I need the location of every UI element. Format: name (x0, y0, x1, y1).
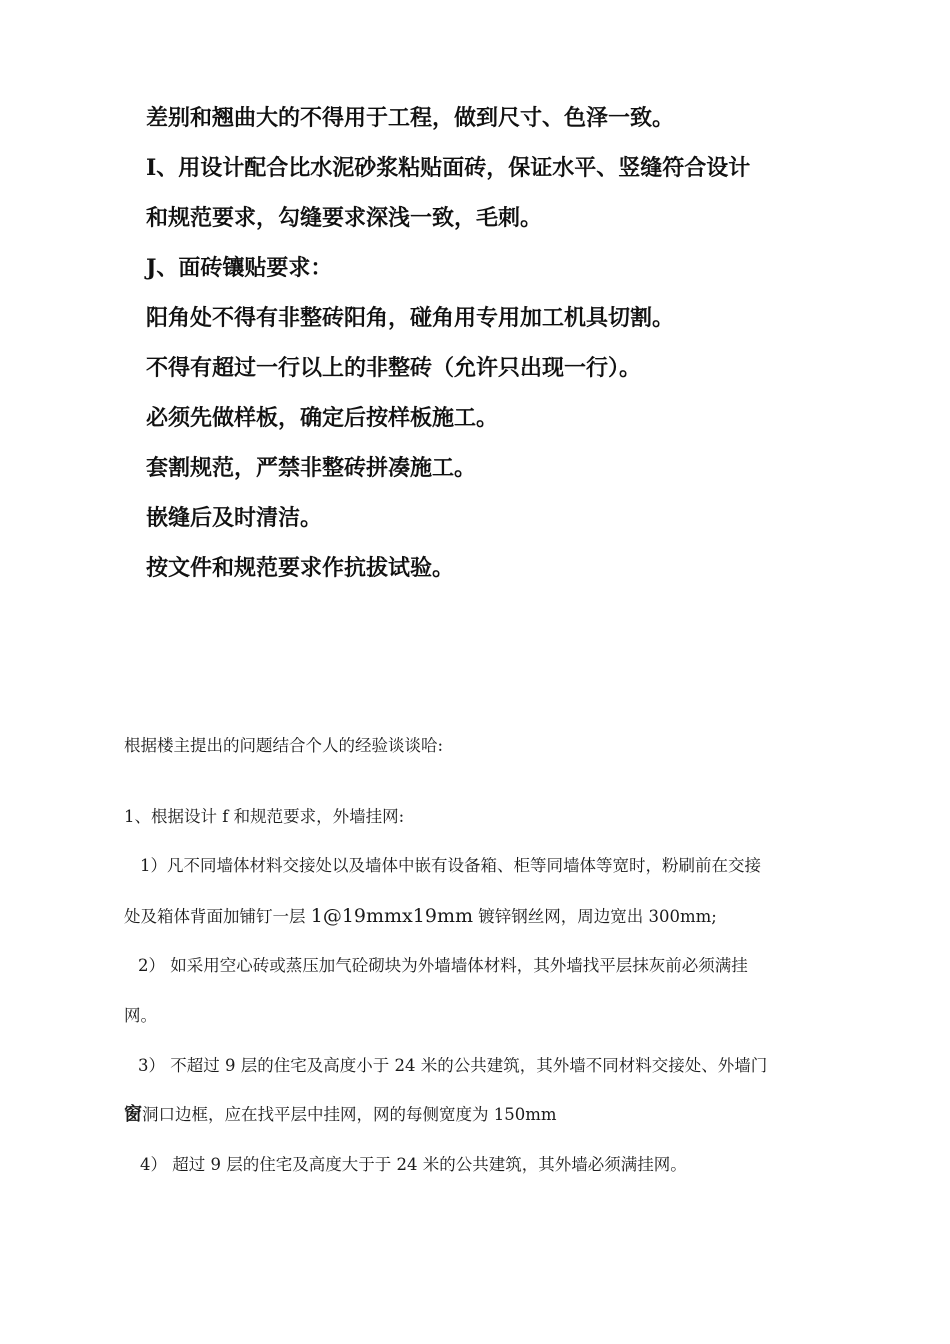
text-line-7: 必须先做样板，确定后按样板施工。 (146, 405, 499, 431)
item1-sub4-line1: 4） 超过 9 层的住宅及高度大于于 24 米的公共建筑，其外墙必须满挂网。 (140, 1155, 687, 1174)
text-line-3: 和规范要求，勾缝要求深浅一致，毛刺。 (146, 205, 543, 231)
item1-sub1-line2-part-c: 镀锌钢丝网，周边宽出 300mm; (472, 907, 717, 926)
item1-sub1-line2 (124, 907, 717, 926)
item1-sub1-line2-part-a: 处及箱体背面加铺钉一层 (124, 907, 311, 926)
text-line-2: I、用设计配合比水泥砂浆粘贴面砖，保证水平、竖缝符合设计 (146, 155, 751, 181)
text-line-4: J、面砖镶贴要求： (146, 255, 333, 281)
item1-sub3-line2-part-a: 窗 (124, 1104, 142, 1125)
item1-sub3-line2-part-b: 洞口边框，应在找平层中挂网，网的每侧宽度为 150mm (142, 1105, 557, 1124)
text-line-1: 差别和翘曲大的不得用于工程，做到尺寸、色泽一致。 (146, 105, 675, 131)
text-line-6: 不得有超过一行以上的非整砖（允许只出现一行）。 (146, 355, 642, 381)
item1-sub3-line2 (124, 1106, 557, 1124)
item1-sub2-line1: 2） 如采用空心砖或蒸压加气砼砌块为外墙墙体材料，其外墙找平层抹灰前必须满挂 (138, 956, 748, 975)
text-line-9: 嵌缝后及时清洁。 (146, 505, 323, 531)
item1-title: 1、根据设计 f 和规范要求，外墙挂网: (124, 807, 405, 826)
text-line-10: 按文件和规范要求作抗拔试验。 (146, 555, 455, 581)
intro-paragraph: 根据楼主提出的问题结合个人的经验谈谈哈: (124, 736, 444, 755)
item1-sub1-line1: 1）凡不同墙体材料交接处以及墙体中嵌有设备箱、柜等同墙体等宽时，粉刷前在交接 (140, 856, 761, 875)
text-line-5: 阳角处不得有非整砖阳角，碰角用专用加工机具切割。 (146, 305, 675, 331)
item1-sub1-line2-part-b: 1@19mmx19mm (310, 905, 473, 927)
item1-sub2-line2: 网。 (124, 1006, 157, 1025)
text-line-8: 套割规范，严禁非整砖拼凑施工。 (146, 455, 477, 481)
item1-sub3-line1: 3） 不超过 9 层的住宅及高度小于 24 米的公共建筑，其外墙不同材料交接处、外墙门 (138, 1056, 768, 1075)
